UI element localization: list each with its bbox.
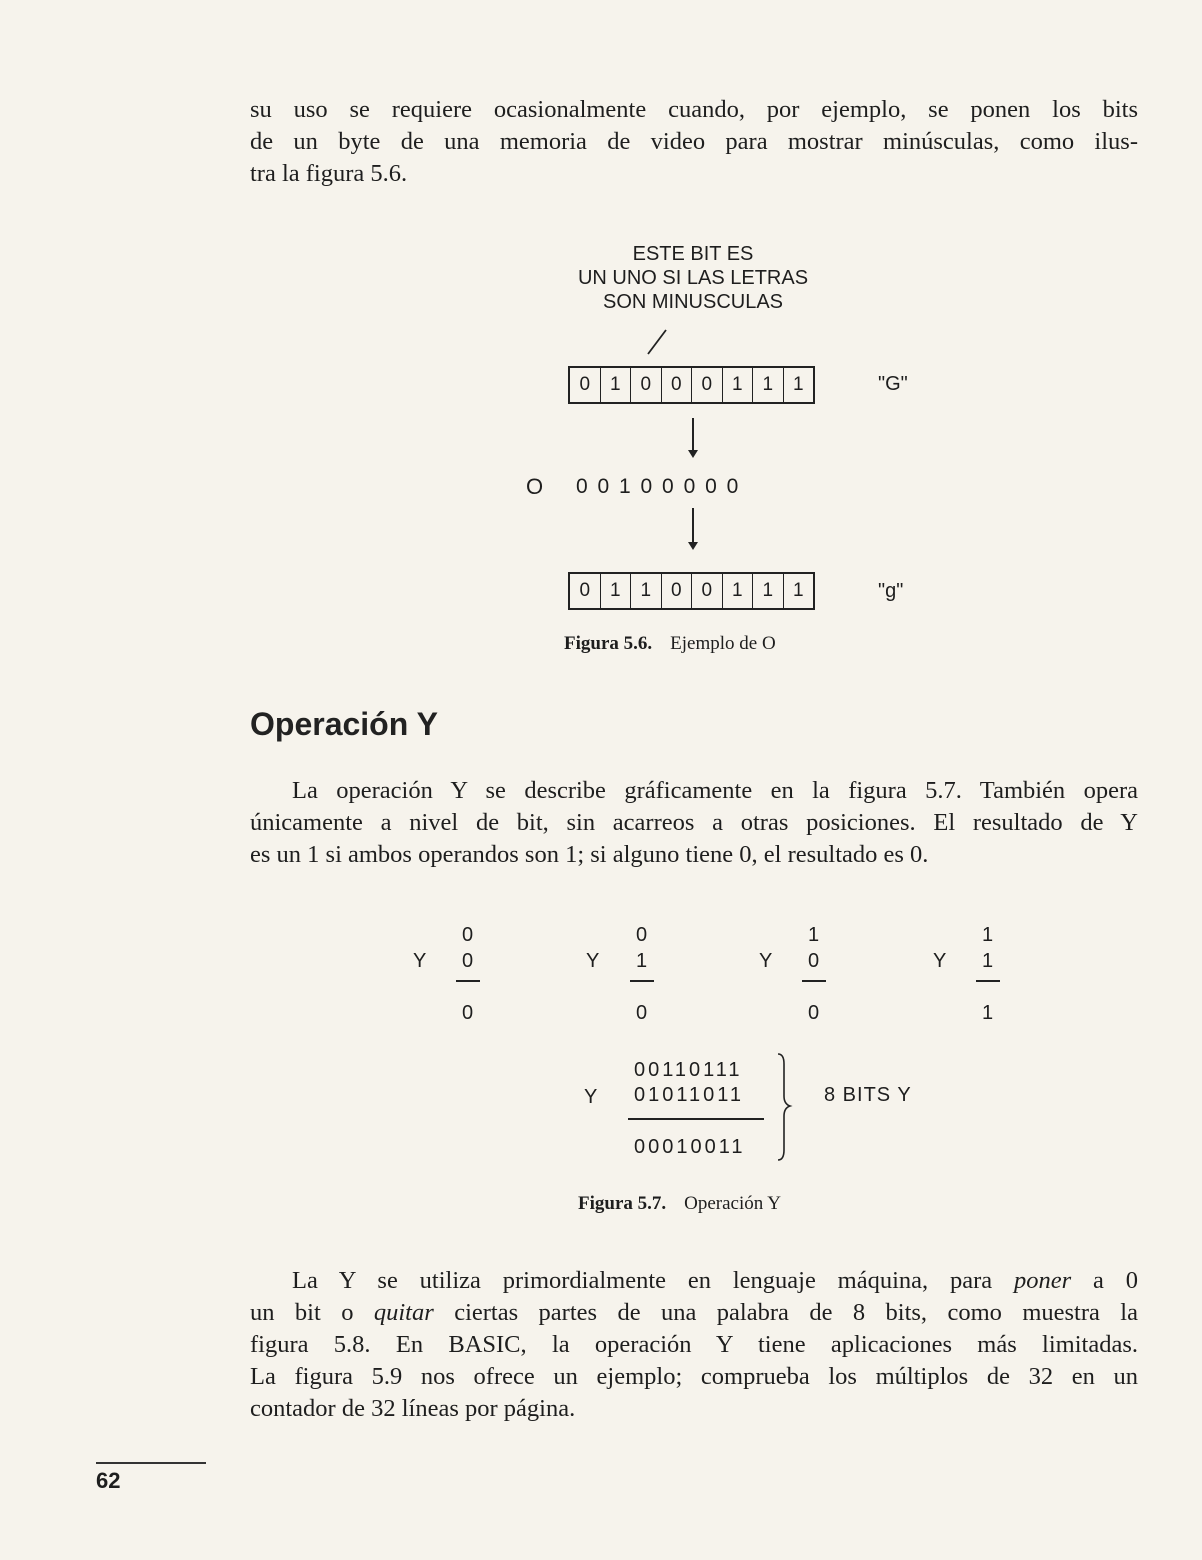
bit-cell: 1 [600, 574, 631, 608]
bit-cell: 1 [783, 574, 814, 608]
truth-a: 1 [982, 924, 994, 946]
bit-cell: 1 [752, 574, 783, 608]
truth-result: 0 [808, 1002, 820, 1024]
truth-op: Y [586, 950, 600, 972]
bit-cell: 0 [691, 574, 722, 608]
char-label-lower: "g" [878, 580, 904, 602]
truth-op: Y [759, 950, 773, 972]
caption-label: Figura 5.7. [578, 1193, 667, 1214]
text-line: La figura 5.9 nos ofrece un ejemplo; comprueba los múltiplos de 32 en un [250, 1363, 1138, 1390]
byte-result: 00010011 [634, 1136, 746, 1158]
text-line: es un 1 si ambos operandos son 1; si alguno tiene 0, el resultado es 0. [250, 841, 929, 868]
section-heading: Operación Y [250, 706, 438, 742]
operator-label: O [526, 474, 544, 499]
truth-result: 0 [636, 1002, 648, 1024]
text-run: ciertas partes de una palabra de 8 bits, como muestra la [433, 1299, 1138, 1326]
figure-caption [578, 1193, 781, 1215]
right-brace-icon [772, 1052, 796, 1162]
byte-box-input [568, 366, 815, 404]
bit-cell: 1 [722, 574, 753, 608]
bit-cell: 1 [722, 368, 753, 402]
down-arrow-icon [692, 508, 694, 548]
sum-rule [976, 980, 1000, 982]
emphasis-text: poner [1014, 1267, 1072, 1294]
text-line: su uso se requiere ocasionalmente cuando, por ejemplo, se ponen los bits [250, 96, 1138, 123]
sum-rule [456, 980, 480, 982]
annotation-line: UN UNO SI LAS LETRAS [577, 267, 809, 289]
bit-cell: 0 [579, 580, 591, 601]
text-run: un bit o [250, 1299, 374, 1326]
caption-text: Operación Y [684, 1193, 782, 1214]
emphasis-text: quitar [373, 1299, 434, 1326]
bit-cell: 0 [579, 374, 591, 395]
and-paragraph [250, 775, 1138, 871]
bit-cell: 0 [630, 368, 661, 402]
caption-label: Figura 5.6. [564, 633, 653, 654]
text-line: contador de 32 líneas por página. [250, 1395, 576, 1422]
figure-caption [564, 633, 776, 655]
byte-box-output [568, 572, 815, 610]
char-label-upper: "G" [878, 373, 908, 395]
caption-text: Ejemplo de O [670, 633, 776, 654]
bit-cell: 1 [752, 368, 783, 402]
page-number: 62 [96, 1468, 121, 1493]
text-line: figura 5.8. En BASIC, la operación Y tiene aplicaciones más limitadas. [250, 1331, 1138, 1358]
truth-a: 0 [462, 924, 474, 946]
bit-cell: 1 [630, 574, 661, 608]
truth-result: 0 [462, 1002, 474, 1024]
text-line: de un byte de una memoria de video para mostrar minúsculas, como ilus- [250, 128, 1138, 155]
footer-rule [96, 1462, 206, 1464]
down-arrow-icon [692, 418, 694, 456]
sum-rule [802, 980, 826, 982]
truth-op: Y [413, 950, 427, 972]
truth-b: 1 [982, 950, 994, 972]
annotation-line: SON MINUSCULAS [602, 291, 784, 313]
byte-operand-a: 00110111 [634, 1059, 743, 1081]
mask-bits: 0 0 1 0 0 0 0 0 [576, 475, 740, 498]
text-line [250, 1265, 1138, 1297]
bit-cell: 0 [661, 368, 692, 402]
text-line [250, 1297, 1138, 1329]
sum-rule [628, 1118, 764, 1120]
bit-cell: 0 [691, 368, 722, 402]
pointer-line-icon [640, 328, 670, 358]
truth-b: 0 [808, 950, 820, 972]
truth-b: 1 [636, 950, 648, 972]
text-run: La Y se utiliza primordialmente en lenguaje máquina, para [292, 1267, 1015, 1294]
truth-a: 0 [636, 924, 648, 946]
sum-rule [630, 980, 654, 982]
intro-paragraph [250, 94, 1138, 190]
brace-label: 8 BITS Y [824, 1084, 912, 1106]
byte-operator: Y [584, 1086, 598, 1108]
annotation-line: ESTE BIT ES [632, 243, 754, 265]
bit-cell: 0 [661, 574, 692, 608]
byte-operand-b: 01011011 [634, 1084, 745, 1106]
bit-cell: 1 [600, 368, 631, 402]
truth-result: 1 [982, 1002, 994, 1024]
truth-b: 0 [462, 950, 474, 972]
text-line: tra la figura 5.6. [250, 160, 408, 187]
truth-a: 1 [808, 924, 820, 946]
final-paragraph [250, 1265, 1138, 1425]
text-line: únicamente a nivel de bit, sin acarreos a otras posiciones. El resultado de Y [250, 809, 1138, 836]
truth-op: Y [933, 950, 947, 972]
text-line: La operación Y se describe gráficamente en la figura 5.7. También opera [292, 777, 1138, 804]
text-run: a 0 [1071, 1267, 1139, 1294]
bit-cell: 1 [783, 368, 814, 402]
